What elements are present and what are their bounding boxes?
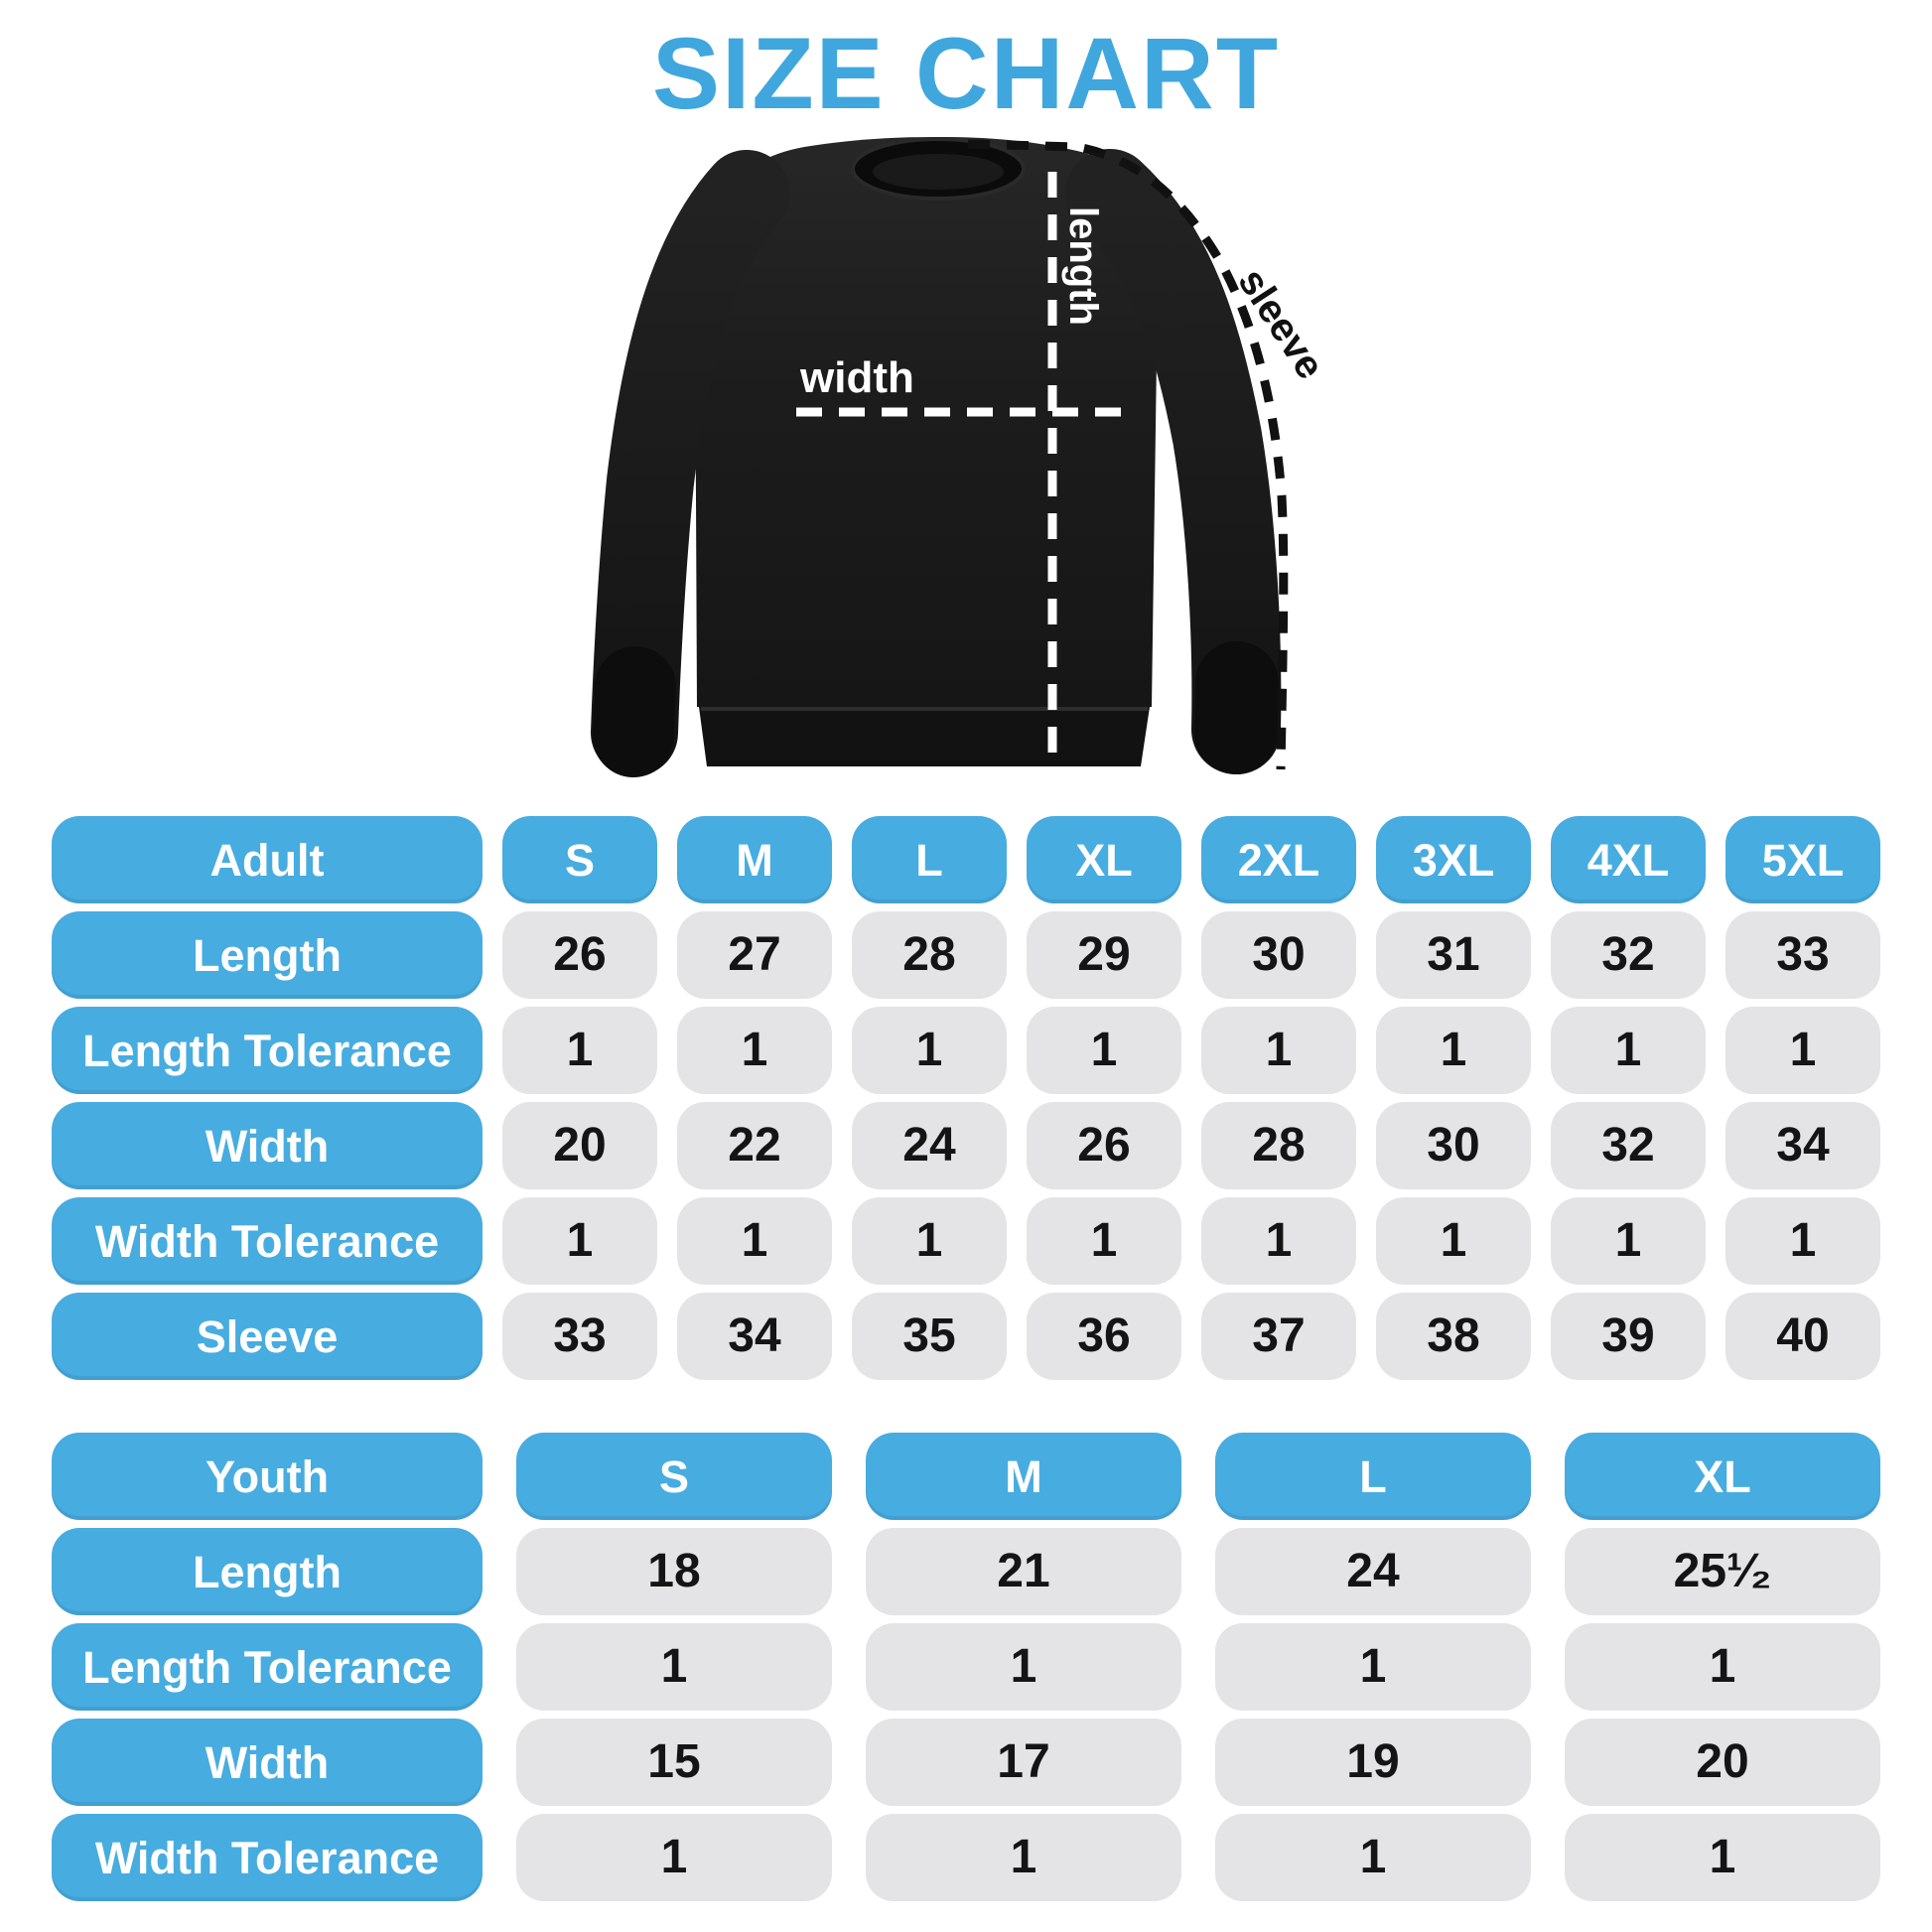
page-title: SIZE CHART (652, 17, 1280, 130)
adult-length-tolerance-cell: 1 (502, 1007, 657, 1094)
adult-size-header-m: M (677, 816, 832, 903)
adult-width-tolerance-cell: 1 (677, 1197, 832, 1285)
adult-size-header-3xl: 3XL (1376, 816, 1531, 903)
adult-row-label-width-tolerance: Width Tolerance (52, 1197, 483, 1285)
youth-row-label-width-tolerance: Width Tolerance (52, 1814, 483, 1901)
width-measure-label: width (800, 353, 914, 402)
sleeve-measure-label: sleeve (1229, 260, 1332, 387)
youth-width-tolerance-cell: 1 (866, 1814, 1181, 1901)
length-measure-label: length (1061, 207, 1105, 326)
adult-row-label-length-tolerance: Length Tolerance (52, 1007, 483, 1094)
adult-length-tolerance-cell: 1 (1201, 1007, 1356, 1094)
adult-sleeve-cell: 39 (1551, 1293, 1706, 1380)
youth-length-cell: 18 (516, 1528, 832, 1615)
youth-size-table (52, 1433, 1880, 1901)
youth-length-cell: 25¹⁄₂ (1565, 1528, 1880, 1615)
adult-sleeve-cell: 34 (677, 1293, 832, 1380)
sweatshirt-hem-band (699, 707, 1150, 766)
adult-width-cell: 26 (1027, 1102, 1181, 1189)
adult-size-header-4xl: 4XL (1551, 816, 1706, 903)
adult-width-tolerance-cell: 1 (1201, 1197, 1356, 1285)
adult-length-cell: 31 (1376, 911, 1531, 999)
adult-sleeve-cell: 33 (502, 1293, 657, 1380)
right-cuff (1236, 683, 1237, 733)
youth-row-label-width: Width (52, 1719, 483, 1806)
youth-table-title: Youth (52, 1433, 483, 1520)
adult-size-header-s: S (502, 816, 657, 903)
youth-width-tolerance-cell: 1 (1565, 1814, 1880, 1901)
left-cuff (633, 687, 635, 737)
adult-sleeve-cell: 38 (1376, 1293, 1531, 1380)
youth-row-label-length: Length (52, 1528, 483, 1615)
adult-size-table (52, 816, 1880, 1380)
adult-length-tolerance-cell: 1 (677, 1007, 832, 1094)
youth-width-cell: 20 (1565, 1719, 1880, 1806)
youth-row-label-length-tolerance: Length Tolerance (52, 1623, 483, 1711)
adult-row-label-sleeve: Sleeve (52, 1293, 483, 1380)
adult-sleeve-cell: 36 (1027, 1293, 1181, 1380)
sweatshirt-illustration (0, 109, 1932, 804)
adult-length-tolerance-cell: 1 (1551, 1007, 1706, 1094)
sweatshirt-measurement-diagram (0, 109, 1932, 804)
adult-length-cell: 27 (677, 911, 832, 999)
adult-width-cell: 20 (502, 1102, 657, 1189)
adult-width-tolerance-cell: 1 (1027, 1197, 1181, 1285)
adult-size-header-l: L (852, 816, 1007, 903)
adult-length-tolerance-cell: 1 (852, 1007, 1007, 1094)
adult-width-cell: 30 (1376, 1102, 1531, 1189)
adult-length-cell: 30 (1201, 911, 1356, 999)
adult-width-cell: 28 (1201, 1102, 1356, 1189)
youth-size-header-xl: XL (1565, 1433, 1880, 1520)
adult-length-tolerance-cell: 1 (1027, 1007, 1181, 1094)
adult-row-label-width: Width (52, 1102, 483, 1189)
youth-length-tolerance-cell: 1 (1215, 1623, 1531, 1711)
adult-width-tolerance-cell: 1 (502, 1197, 657, 1285)
youth-width-tolerance-cell: 1 (1215, 1814, 1531, 1901)
collar-inner (873, 154, 1004, 190)
adult-width-cell: 34 (1725, 1102, 1880, 1189)
youth-size-header-m: M (866, 1433, 1181, 1520)
adult-width-cell: 32 (1551, 1102, 1706, 1189)
youth-width-cell: 17 (866, 1719, 1181, 1806)
youth-size-header-s: S (516, 1433, 832, 1520)
youth-width-tolerance-cell: 1 (516, 1814, 832, 1901)
youth-width-cell: 15 (516, 1719, 832, 1806)
adult-sleeve-cell: 37 (1201, 1293, 1356, 1380)
adult-length-tolerance-cell: 1 (1725, 1007, 1880, 1094)
youth-length-cell: 21 (866, 1528, 1181, 1615)
adult-row-label-length: Length (52, 911, 483, 999)
adult-length-cell: 28 (852, 911, 1007, 999)
adult-sleeve-cell: 35 (852, 1293, 1007, 1380)
adult-sleeve-cell: 40 (1725, 1293, 1880, 1380)
adult-size-header-5xl: 5XL (1725, 816, 1880, 903)
adult-length-tolerance-cell: 1 (1376, 1007, 1531, 1094)
youth-length-tolerance-cell: 1 (516, 1623, 832, 1711)
adult-width-cell: 24 (852, 1102, 1007, 1189)
adult-length-cell: 26 (502, 911, 657, 999)
youth-length-cell: 24 (1215, 1528, 1531, 1615)
adult-width-cell: 22 (677, 1102, 832, 1189)
youth-size-header-l: L (1215, 1433, 1531, 1520)
adult-width-tolerance-cell: 1 (852, 1197, 1007, 1285)
adult-size-header-xl: XL (1027, 816, 1181, 903)
adult-width-tolerance-cell: 1 (1725, 1197, 1880, 1285)
youth-length-tolerance-cell: 1 (1565, 1623, 1880, 1711)
youth-length-tolerance-cell: 1 (866, 1623, 1181, 1711)
adult-width-tolerance-cell: 1 (1551, 1197, 1706, 1285)
adult-length-cell: 32 (1551, 911, 1706, 999)
youth-width-cell: 19 (1215, 1719, 1531, 1806)
adult-width-tolerance-cell: 1 (1376, 1197, 1531, 1285)
adult-size-header-2xl: 2XL (1201, 816, 1356, 903)
adult-length-cell: 29 (1027, 911, 1181, 999)
adult-table-title: Adult (52, 816, 483, 903)
adult-length-cell: 33 (1725, 911, 1880, 999)
